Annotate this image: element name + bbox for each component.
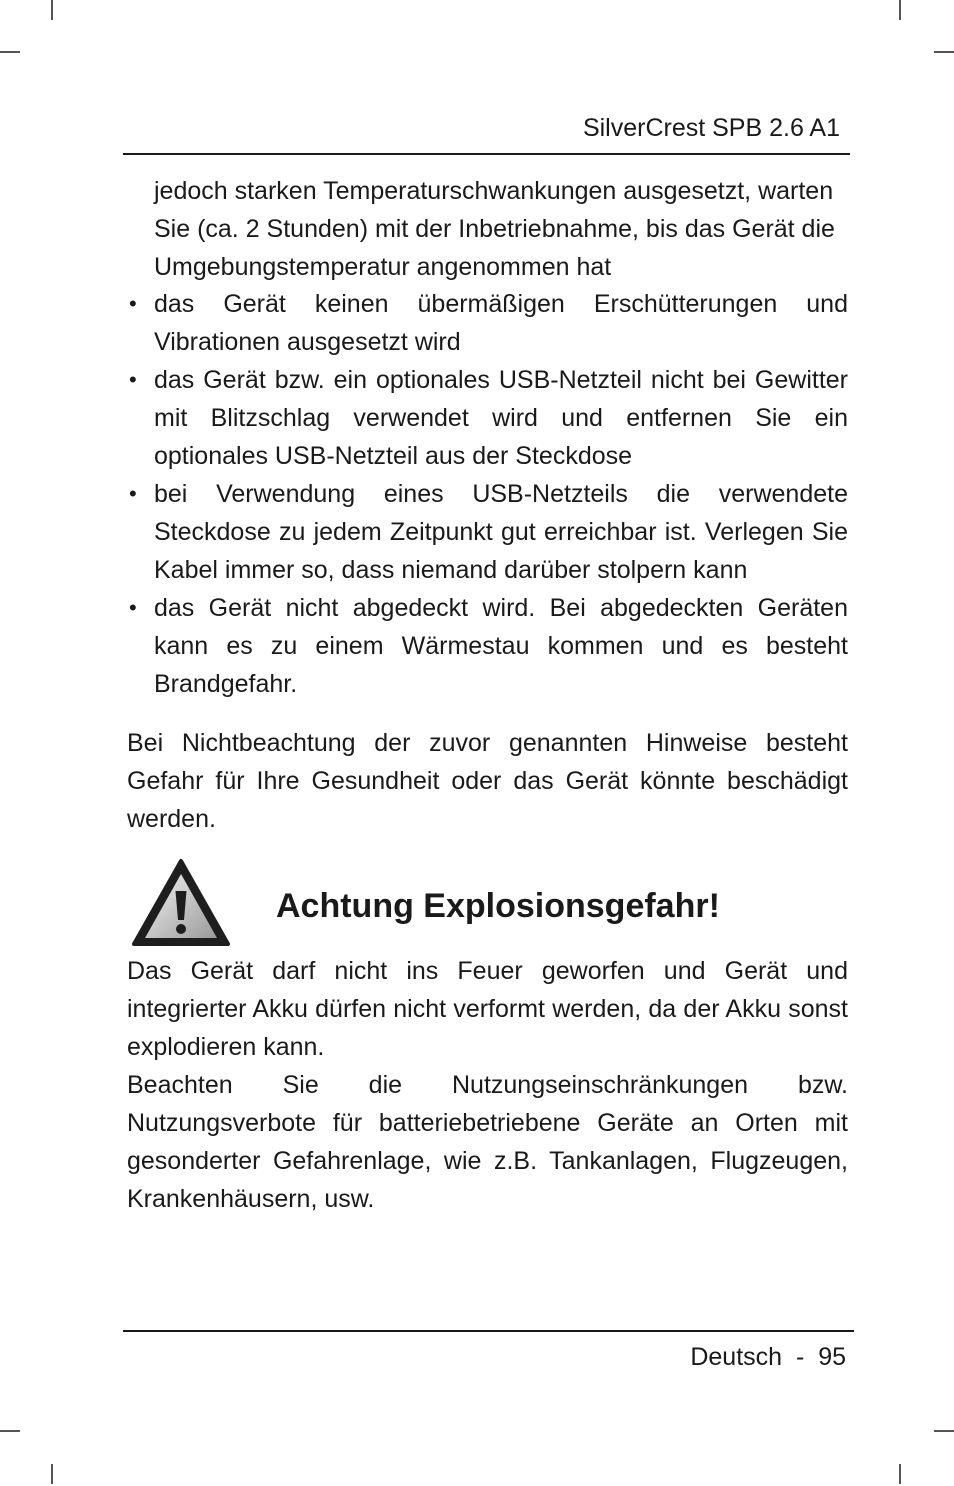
usage-restriction-paragraph: Beachten Sie die Nutzungseinschränkungen bzw. Nutzungsverbote für batteriebetriebene Geräte an Orten mit gesonderter Gefahrenlage, wie z.B. Tankanlagen, Flugzeugen, Krankenhäusern, usw. [127,1071,848,1213]
bullet-icon: • [129,595,137,620]
consequence-paragraph: Bei Nichtbeachtung der zuvor genannten Hinweise besteht Gefahr für Ihre Gesundheit oder das Gerät könnte beschädigt werden. [127,729,848,833]
continued-list-text: jedoch starken Temperaturschwankungen ausgesetzt, warten Sie (ca. 2 Stunden) mit der Inbetriebnahme, bis das Gerät die Umgebungstemperatur angenommen hat [154,177,835,281]
bullet-icon: • [129,367,137,392]
crop-mark [899,1464,901,1484]
footer-language: Deutsch [690,1343,783,1371]
footer-rule [123,1330,854,1332]
crop-mark [934,51,954,53]
warning-heading: Achtung Explosionsgefahr! [276,887,720,925]
page-footer [690,1341,846,1373]
list-item-text: bei Verwendung eines USB-Netzteils die verwendete Steckdose zu jedem Zeitpunkt gut erreichbar ist. Verlegen Sie Kabel immer so, dass niemand darüber stolpern kann [154,480,848,584]
crop-mark [934,1430,954,1432]
list-item-text: das Gerät nicht abgedeckt wird. Bei abgedeckten Geräten kann es zu einem Wärmestau kommen und es besteht Brandgefahr. [154,594,848,698]
header-rule [123,153,850,155]
bullet-icon: • [129,481,137,506]
crop-mark [0,1430,20,1432]
list-item [127,361,848,475]
explosion-warning-paragraph: Das Gerät darf nicht ins Feuer geworfen und Gerät und integrierter Akku dürfen nicht verformt werden, da der Akku sonst explodieren kann. [127,957,848,1061]
list-item [127,285,848,361]
warning-triangle-icon [131,858,231,948]
page-header-title: SilverCrest SPB 2.6 A1 [582,114,840,142]
bullet-icon: • [129,291,137,316]
bullet-list [127,285,848,703]
crop-mark [51,0,53,20]
page-number: 95 [818,1343,846,1371]
footer-separator: - [795,1343,805,1371]
list-item [127,589,848,703]
crop-mark [899,0,901,20]
crop-mark [51,1464,53,1484]
list-item-text: das Gerät bzw. ein optionales USB-Netzteil nicht bei Gewitter mit Blitzschlag verwendet wird und entfernen Sie ein optionales USB-Netzteil aus der Steckdose [154,366,848,470]
list-item [127,475,848,589]
crop-mark [0,51,20,53]
list-item-text: das Gerät keinen übermäßigen Erschütterungen und Vibrationen ausgesetzt wird [154,290,848,356]
